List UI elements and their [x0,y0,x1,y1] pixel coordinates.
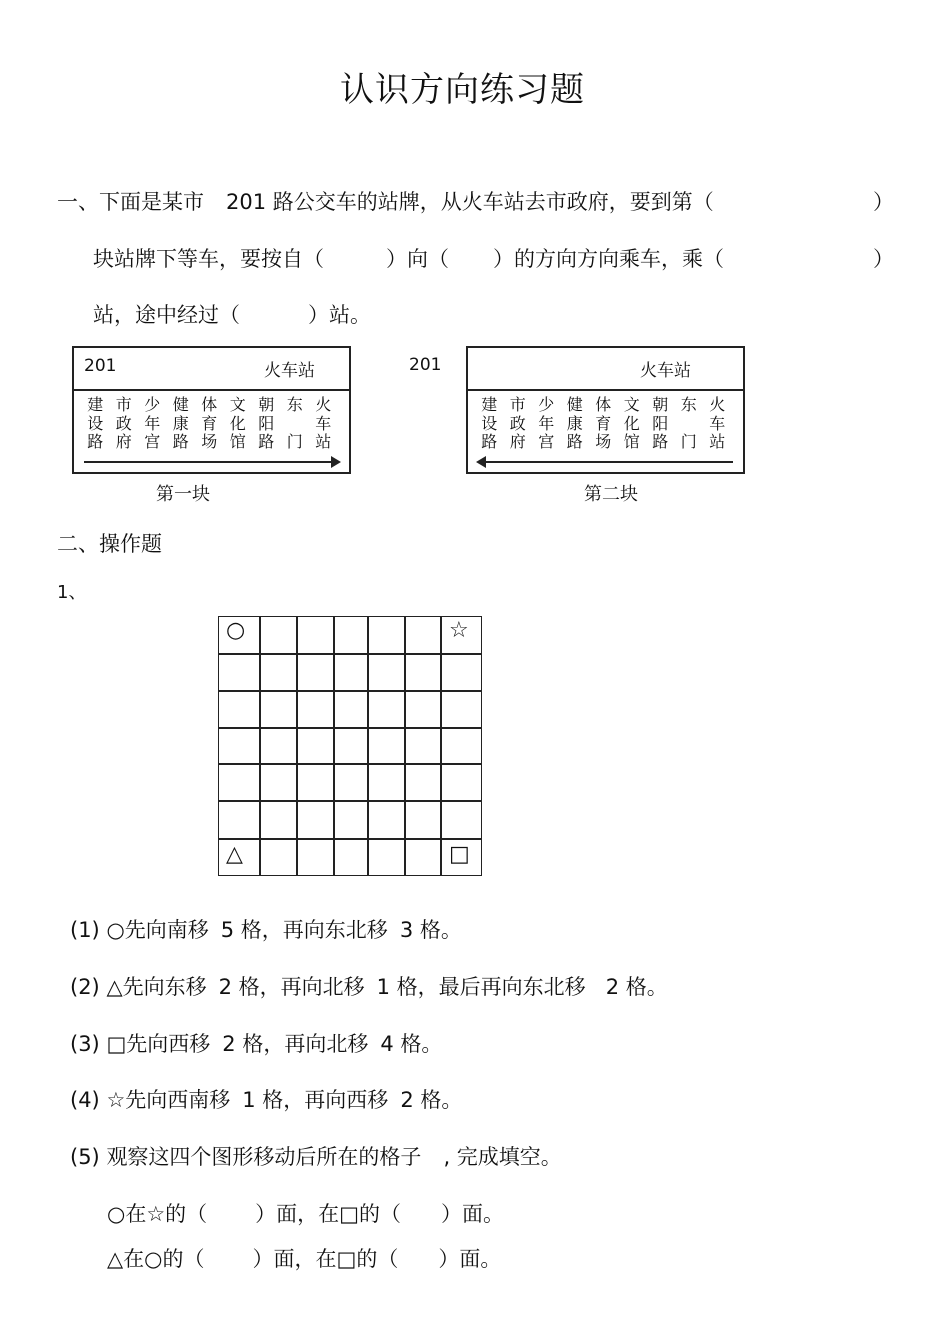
bus-sign-1-station [115,396,134,452]
station-char: 建 [87,395,104,414]
question1-line3-part-b: ）站。 [308,303,371,327]
direction-grid [218,616,482,876]
bus-sign-2-station [651,396,670,452]
bus-sign-2-station [623,396,642,452]
station-char: 火 [709,395,726,414]
station-char: 站 [709,432,726,451]
station-char: 年 [538,413,555,433]
question-3-text-c: 4 格。 [380,1032,443,1056]
bus-sign-1 [72,346,351,474]
bus-sign-1-header [74,348,349,391]
grid-horizontal-line [219,838,481,840]
grid-horizontal-line [219,800,481,802]
question1-line3 [93,300,371,330]
question-4 [70,1084,462,1114]
station-char: 年 [144,413,161,433]
station-char: 馆 [229,432,246,451]
bus-sign-2-header [468,348,743,391]
section2-heading: 二、操作题 [57,532,162,556]
question1-line2-close-paren: ） [873,247,894,271]
station-char: 宫 [538,432,555,451]
question1-line1 [57,187,714,217]
question-3-text-a: □先向西移 [106,1032,211,1056]
station-char: 少 [144,395,161,414]
bus-sign-1-station [200,396,219,452]
station-char: 路 [566,432,583,451]
station-char [286,415,305,434]
station-char: 宫 [144,432,161,451]
station-char: 化 [623,413,640,433]
circle-icon: ○ [226,618,246,643]
station-char: 设 [481,413,498,433]
station-char: 化 [229,413,246,433]
grid-vertical-line [296,617,298,875]
station-char: 康 [566,413,583,433]
bus-sign-1-stations [86,396,333,452]
station-char: 府 [115,432,132,451]
bus-sign-2-station [480,396,499,452]
bus-sign-2-direction-arrow-icon [478,461,733,463]
square-icon: □ [449,842,470,867]
question-3 [70,1028,442,1058]
bus-sign-2-caption: 第二块 [584,484,638,505]
bus-sign-2 [466,346,745,474]
question-4-label: (4) [70,1088,100,1112]
station-char: 路 [87,432,104,451]
question1-line1-part-b: 201 路公交车的站牌，从火车站去市政府，要到第（ [226,190,714,214]
bus-sign-1-station [314,396,333,452]
question-1 [70,914,462,944]
question1-line2-part-b: ）向（ [386,247,449,271]
station-char: 体 [201,395,218,414]
question-1-text-b: 5 格，再向东北移 [220,918,388,942]
question-2-label: (2) [70,975,100,999]
question-1-text-c: 3 格。 [399,918,462,942]
station-char: 东 [680,395,697,414]
bus-sign-2-route-number: 201 [409,355,442,375]
grid-horizontal-line [219,653,481,655]
question-5-label: (5) [70,1145,100,1169]
station-char: 阳 [652,413,669,433]
triangle-icon: △ [226,842,243,867]
grid-horizontal-line [219,690,481,692]
fill-line-2 [107,1243,501,1273]
fill-line-1 [107,1198,504,1228]
grid-horizontal-line [219,763,481,765]
star-icon: ☆ [449,618,469,643]
bus-sign-1-station [172,396,191,452]
station-char: 健 [566,395,583,414]
question-4-text-c: 2 格。 [400,1088,463,1112]
bus-sign-2-station [594,396,613,452]
fill-line-2-text-c: ）面。 [438,1247,502,1271]
bus-sign-2-station [537,396,556,452]
question1-line1-close-paren: ） [873,190,894,214]
station-char: 东 [286,395,303,414]
station-char: 文 [623,395,640,414]
fill-line-1-text-b: ）面，在□的（ [255,1202,401,1226]
question-1-label: (1) [70,918,100,942]
station-char: 体 [595,395,612,414]
bus-sign-2-stations [480,396,727,452]
question1-line3-part-a: 站，途中经过（ [93,303,240,327]
grid-vertical-line [367,617,369,875]
bus-sign-1-route-number: 201 [84,356,117,376]
station-char: 路 [652,432,669,451]
grid-vertical-line [333,617,335,875]
question1-line2-part-c: ）的方向方向乘车，乘（ [493,247,724,271]
station-char: 市 [509,395,526,414]
bus-sign-1-station [229,396,248,452]
bus-sign-1-direction-arrow-icon [84,461,339,463]
bus-sign-2-station [708,396,727,452]
question-2-text-b: 2 格，再向北移 [218,975,365,999]
grid-horizontal-line [219,727,481,729]
station-char [680,415,699,434]
bus-sign-1-station [143,396,162,452]
question-2-text-a: △先向东移 [106,975,207,999]
question-4-text-b: 1 格，再向西移 [242,1088,389,1112]
station-char: 路 [172,432,189,451]
station-char: 朝 [652,395,669,414]
question1-line1-part-a: 一、下面是某市 [57,190,204,214]
station-char: 车 [709,413,726,433]
question-1-text-a: ○先向南移 [106,918,209,942]
bus-sign-1-terminal: 火车站 [264,361,315,381]
grid-vertical-line [259,617,261,875]
question-5-text-a: 观察这四个图形移动后所在的格子 [106,1145,422,1169]
station-char: 少 [538,395,555,414]
question-4-text-a: ☆先向西南移 [106,1088,231,1112]
bus-sign-1-station [257,396,276,452]
station-char: 路 [481,432,498,451]
station-char: 火 [315,395,332,414]
station-char: 场 [595,432,612,451]
station-char: 路 [258,432,275,451]
question-3-label: (3) [70,1032,100,1056]
station-char: 馆 [623,432,640,451]
station-char: 健 [172,395,189,414]
section2-item-number: 1、 [57,582,87,603]
station-char: 站 [315,432,332,451]
bus-sign-2-station [680,396,699,452]
station-char: 朝 [258,395,275,414]
station-char: 车 [315,413,332,433]
question-2-text-c: 1 格，最后再向东北移 [376,975,586,999]
station-char: 政 [509,413,526,433]
page-title: 认识方向练习题 [340,70,585,110]
question-3-text-b: 2 格，再向北移 [222,1032,369,1056]
grid-vertical-line [440,617,442,875]
station-char: 设 [87,413,104,433]
fill-line-1-text-a: ○在☆的（ [107,1202,208,1226]
grid-vertical-line [404,617,406,875]
question-5 [70,1141,562,1171]
station-char: 康 [172,413,189,433]
station-char: 场 [201,432,218,451]
station-char: 市 [115,395,132,414]
bus-sign-1-caption: 第一块 [156,484,210,505]
bus-sign-1-station [86,396,105,452]
bus-sign-1-station [286,396,305,452]
bus-sign-2-station [509,396,528,452]
station-char: 门 [680,432,697,451]
question1-line2 [93,244,724,274]
fill-line-2-text-b: ）面，在□的（ [252,1247,399,1271]
fill-line-2-text-a: △在○的（ [107,1247,205,1271]
bus-sign-2-terminal: 火车站 [640,361,691,381]
bus-sign-2-station [566,396,585,452]
question-5-text-b: , 完成填空。 [443,1145,562,1169]
question-2-text-d: 2 格。 [605,975,668,999]
station-char: 阳 [258,413,275,433]
station-char: 育 [595,413,612,433]
fill-line-1-text-c: ）面。 [441,1202,504,1226]
question1-line2-part-a: 块站牌下等车，要按自（ [93,247,324,271]
station-char: 政 [115,413,132,433]
station-char: 文 [229,395,246,414]
station-char: 门 [286,432,303,451]
question-2 [70,971,668,1001]
station-char: 府 [509,432,526,451]
station-char: 育 [201,413,218,433]
station-char: 建 [481,395,498,414]
